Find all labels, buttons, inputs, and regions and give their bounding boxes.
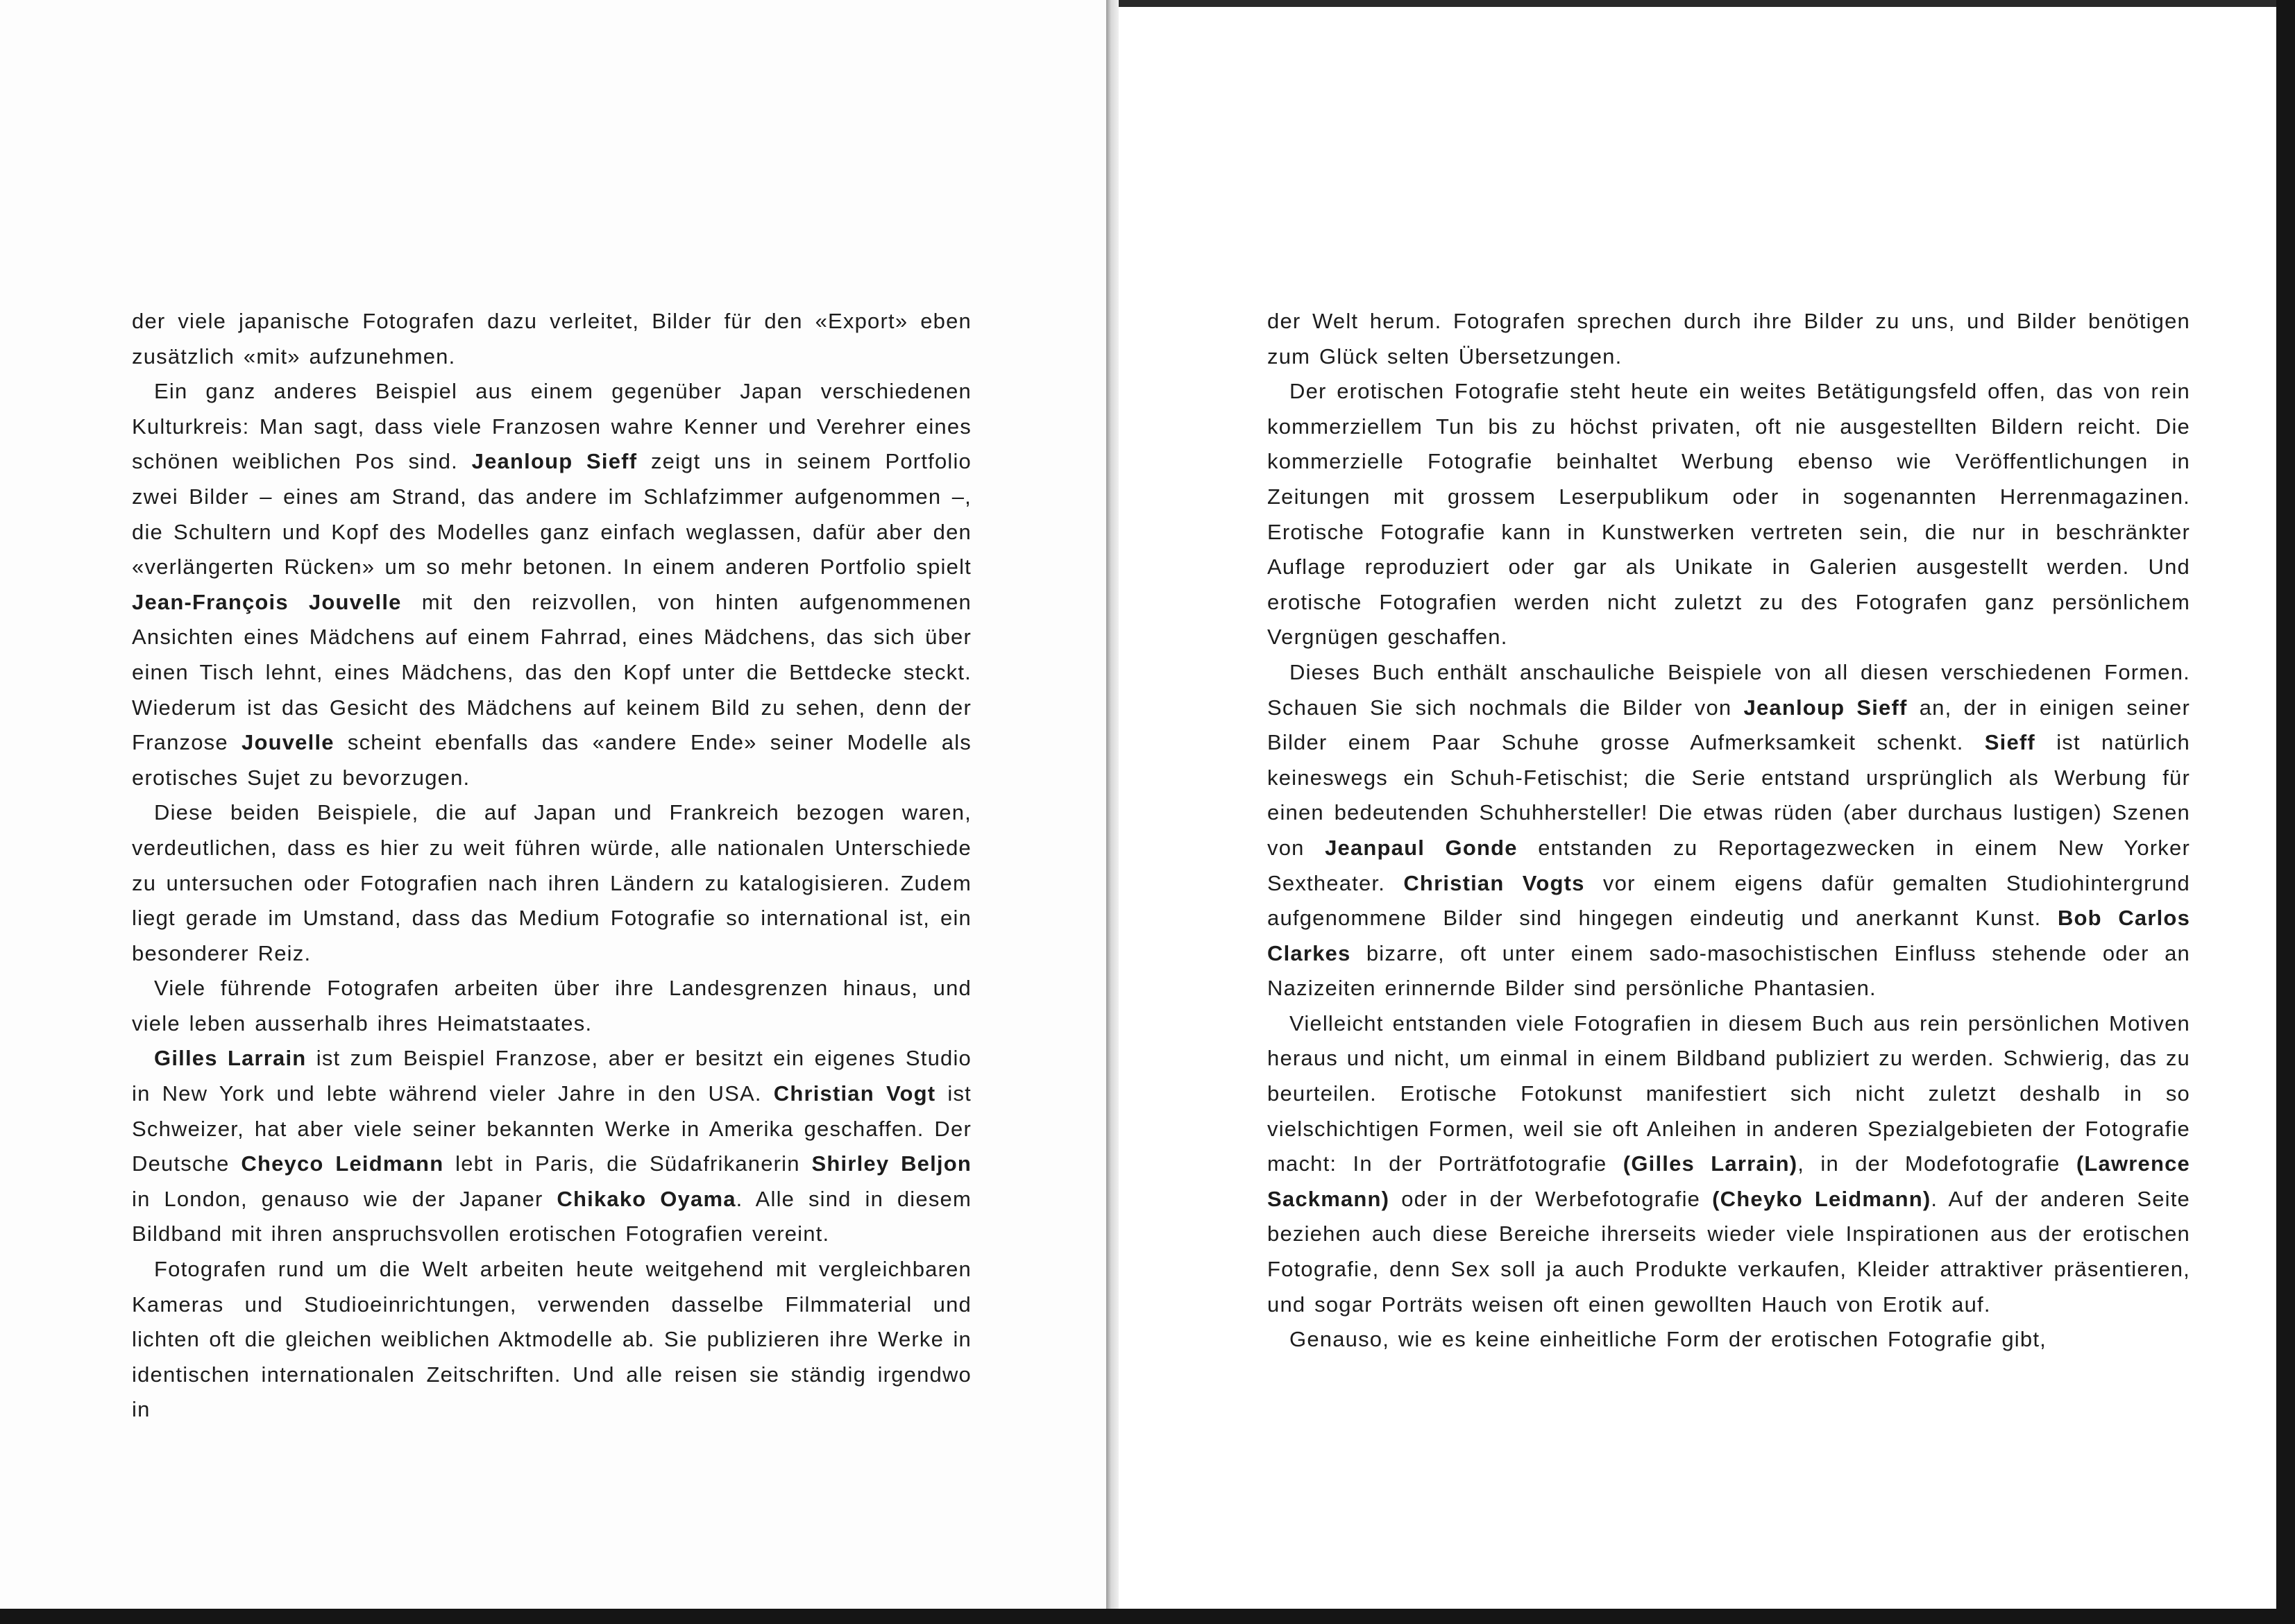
text-run: entstanden zu Reportagezwecken in einem New Yorker Sextheater. [1267,835,2190,895]
right-page-text-column [1267,304,2190,1357]
photographer-name: Cheyco Leidmann [241,1151,444,1176]
paragraph [1267,655,2190,1006]
left-page-text-column [132,304,972,1428]
paragraph [1267,1006,2190,1322]
text-run: an, der in einigen seiner Bilder einem Paar Schuhe grosse Aufmerksamkeit schenkt. [1267,695,2191,755]
paragraph [132,971,972,1041]
photographer-name: Jouvelle [242,730,334,755]
photographer-name: (Cheyko Leidmann) [1712,1186,1931,1211]
photographer-name: Jean-François Jouvelle [132,589,402,614]
photographer-name: Bob Carlos Clarkes [1267,906,2191,965]
book-gutter [1106,0,1119,1609]
text-run: mit den reizvollen, von hinten aufgenommenen Ansichten eines Mädchens auf einem Fahrrad, eines Mädchens, das sich über einen Tisch lehnt, eines Mädchens, das den Kopf unter die Bettdecke steckt. Wiederum ist das Gesicht des Mädchens auf keinem Bild zu sehen, denn der Franzose [132,589,972,755]
text-run: vor einem eigens dafür gemalten Studiohintergrund aufgenommene Bilder sind hingegen eindeutig und anerkannt Kunst. [1267,870,2190,931]
paragraph [1267,304,2190,374]
photographer-name: Shirley Beljon [811,1151,972,1176]
text-run: oder in der Werbefotografie [1389,1186,1713,1211]
text-run: in London, genauso wie der Japaner [132,1186,557,1211]
photographer-name: Jeanloup Sieff [471,449,638,474]
photographer-name: Christian Vogts [1403,870,1585,895]
photographer-name: (Gilles Larrain) [1623,1151,1798,1176]
text-run: lebt in Paris, die Südafrikanerin [443,1151,812,1176]
text-run: der viele japanische Fotografen dazu verleitet, Bilder für den «Export» eben zusätzlich «mit» aufzunehmen. [132,309,972,369]
left-page [0,0,1106,1609]
scan-top-edge [1119,0,2276,7]
paragraph [132,1252,972,1428]
paragraph [1267,374,2190,655]
photographer-name: Jeanloup Sieff [1743,695,1908,720]
paragraph [132,795,972,971]
right-page [1119,0,2276,1609]
photographer-name: Gilles Larrain [154,1046,307,1071]
text-run: Der erotischen Fotografie steht heute ein weites Betätigungsfeld offen, das von rein kommerziellem Tun bis zu höchst privaten, oft nie ausgestellten Bildern reicht. Die kommerzielle Fotografie beinhaltet Werbung ebenso wie Veröffentlichungen in Zeitungen mit grossem Leserpublikum oder in sogenannten Herrenmagazinen. Erotische Fotografie kann in Kunstwerken vertreten sein, die nur in beschränkter Auflage reproduziert oder gar als Unikate in Galerien ausgestellt werden. Und erotische Fotografien werden nicht zuletzt zu des Fotografen ganz persönlichem Vergnügen geschaffen. [1267,379,2190,650]
text-run: scheint ebenfalls das «andere Ende» seiner Modelle als erotisches Sujet zu bevorzugen. [132,730,972,790]
text-run: Ein ganz anderes Beispiel aus einem gegenüber Japan verschiedenen Kulturkreis: Man sagt, dass viele Franzosen wahre Kenner und Verehrer eines schönen weiblichen Pos sind. [132,379,972,474]
text-run: ist zum Beispiel Franzose, aber er besitzt ein eigenes Studio in New York und lebte während vieler Jahre in den USA. [132,1046,972,1106]
text-run: Diese beiden Beispiele, die auf Japan und Frankreich bezogen waren, verdeutlichen, dass es hier zu weit führen würde, alle nationalen Unterschiede zu untersuchen oder Fotografien nach ihren Ländern zu katalogisieren. Zudem liegt gerade im Umstand, dass das Medium Fotografie so international ist, ein besonderer Reiz. [132,800,972,965]
paragraph [132,1041,972,1252]
text-run: ist Schweizer, hat aber viele seiner bekannten Werke in Amerika geschaffen. Der Deutsche [132,1081,972,1176]
paragraph [1267,1322,2190,1357]
paragraph [132,304,972,374]
text-run: ist natürlich keineswegs ein Schuh-Fetischist; die Serie entstand ursprünglich als Werbung für einen bedeutenden Schuhhersteller! Die etwas rüden (aber durchaus lustigen) Szenen von [1267,730,2190,860]
photographer-name: Chikako Oyama [557,1186,736,1211]
text-run: Dieses Buch enthält anschauliche Beispiele von all diesen verschiedenen Formen. Schauen Sie sich nochmals die Bilder von [1267,659,2190,720]
paragraph [132,374,972,795]
text-run: Fotografen rund um die Welt arbeiten heute weitgehend mit vergleichbaren Kameras und Studioeinrichtungen, verwenden dasselbe Filmmaterial und lichten oft die gleichen weiblichen Aktmodelle ab. Sie publizieren ihre Werke in identischen internationalen Zeitschriften. Und alle reisen sie ständig irgendwo in [132,1257,972,1422]
photographer-name: Jeanpaul Gonde [1325,835,1518,860]
scan-bottom-edge [0,1609,2295,1624]
scan-right-edge [2276,0,2295,1624]
text-run: Genauso, wie es keine einheitliche Form der erotischen Fotografie gibt, [1289,1327,2047,1352]
text-run: . Alle sind in diesem Bildband mit ihren anspruchsvollen erotischen Fotografien vereint. [132,1186,972,1246]
text-run: zeigt uns in seinem Portfolio zwei Bilder – eines am Strand, das andere im Schlafzimmer aufgenommen –, die Schultern und Kopf des Modelles ganz einfach weglassen, dafür aber den «verlängerten Rücken» um so mehr betonen. In einem anderen Portfolio spielt [132,449,972,580]
photographer-name: Sieff [1984,730,2035,755]
text-run: , in der Modefotografie [1797,1151,2076,1176]
text-run: der Welt herum. Fotografen sprechen durch ihre Bilder zu uns, und Bilder benötigen zum Glück selten Übersetzungen. [1267,309,2190,369]
text-run: Vielleicht entstanden viele Fotografien in diesem Buch aus rein persönlichen Motiven heraus und nicht, um einmal in einem Bildband publiziert zu werden. Schwierig, das zu beurteilen. Erotische Fotokunst manifestiert sich nicht zuletzt deshalb in so vielschichtigen Formen, weil sie oft Anleihen in anderen Spezialgebieten der Fotografie macht: In der Porträtfotografie [1267,1010,2190,1176]
text-run: Viele führende Fotografen arbeiten über ihre Landesgrenzen hinaus, und viele leben ausserhalb ihres Heimatstaates. [132,976,972,1035]
photographer-name: (Lawrence Sackmann) [1267,1151,2190,1211]
text-run: . Auf der anderen Seite beziehen auch diese Bereiche ihrerseits wieder viele Inspirationen aus der erotischen Fotografie, denn Sex soll ja auch Produkte verkaufen, Kleider attraktiver präsentieren, und sogar Porträts weisen oft einen gewollten Hauch von Erotik auf. [1267,1186,2190,1317]
text-run: bizarre, oft unter einem sado-masochistischen Einfluss stehende oder an Nazizeiten erinnernde Bilder sind persönliche Phantasien. [1267,940,2190,1001]
photographer-name: Christian Vogt [773,1081,936,1106]
